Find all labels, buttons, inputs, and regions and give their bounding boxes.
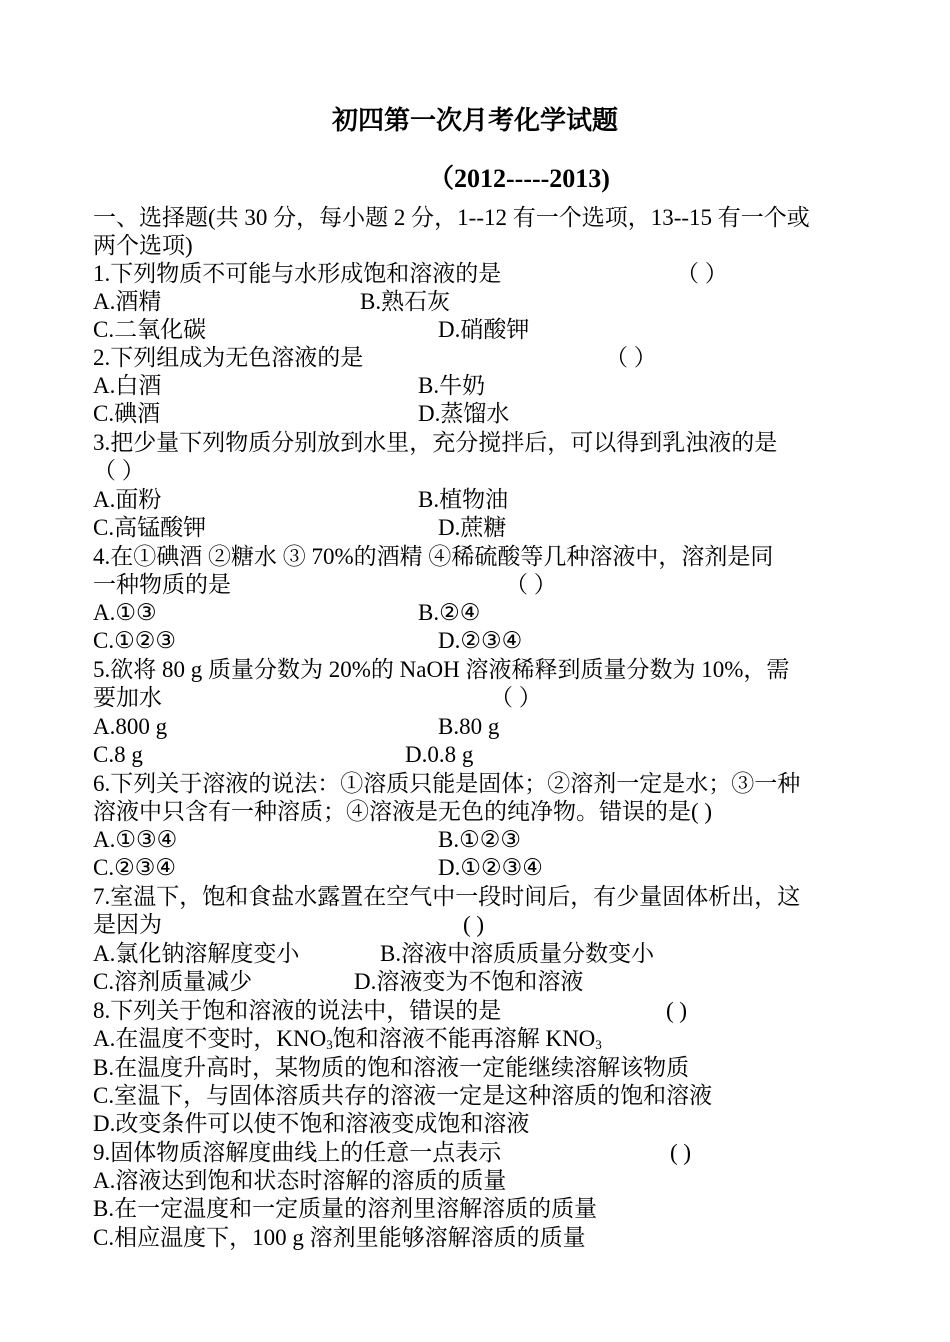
q2-option-c: C.碘酒 bbox=[93, 401, 161, 426]
q8-answer-paren: ( ) bbox=[666, 998, 688, 1023]
q4-option-c: C.①②③ bbox=[93, 628, 176, 653]
q4-stem-cont: 一种物质的是 bbox=[93, 572, 231, 597]
q7-option-a: A.氯化钠溶解度变小 bbox=[93, 941, 300, 966]
q5-answer-paren: （ ） bbox=[490, 685, 542, 710]
q4-answer-paren: （ ） bbox=[505, 572, 557, 597]
q6-option-c: C.②③④ bbox=[93, 855, 176, 880]
q1-option-a: A.酒精 bbox=[93, 289, 162, 314]
q9-answer-paren: ( ) bbox=[670, 1140, 692, 1165]
q3-option-a: A.面粉 bbox=[93, 487, 162, 512]
q1-option-d: D.硝酸钾 bbox=[438, 317, 530, 342]
q6-stem: 6.下列关于溶液的说法：①溶质只能是固体；②溶剂一定是水；③一种 bbox=[93, 771, 801, 796]
q7-option-c: C.溶剂质量减少 bbox=[93, 969, 253, 994]
q8-option-a-sub1: 3 bbox=[326, 1037, 333, 1052]
q1-stem: 1.下列物质不可能与水形成饱和溶液的是 bbox=[93, 261, 502, 286]
q7-option-b: B.溶液中溶质质量分数变小 bbox=[380, 941, 655, 966]
q2-stem: 2.下列组成为无色溶液的是 bbox=[93, 345, 364, 370]
q9-option-c: C.相应温度下，100 g 溶剂里能够溶解溶质的质量 bbox=[93, 1225, 586, 1250]
section-heading-cont: 两个选项) bbox=[93, 233, 193, 258]
q2-option-a: A.白酒 bbox=[93, 373, 162, 398]
q4-option-b: B.②④ bbox=[418, 600, 481, 625]
q8-option-b: B.在温度升高时，某物质的饱和溶液一定能继续溶解该物质 bbox=[93, 1055, 690, 1080]
q7-stem-cont: 是因为 bbox=[93, 912, 162, 937]
q3-option-c: C.高锰酸钾 bbox=[93, 515, 207, 540]
q3-option-b: B.植物油 bbox=[418, 487, 509, 512]
q8-option-a-text1: A.在温度不变时，KNO bbox=[93, 1026, 327, 1051]
q5-option-d: D.0.8 g bbox=[405, 742, 474, 767]
q6-option-b: B.①②③ bbox=[438, 827, 521, 852]
q7-stem: 7.室温下，饱和食盐水露置在空气中一段时间后，有少量固体析出，这 bbox=[93, 884, 801, 909]
q2-option-b: B.牛奶 bbox=[418, 373, 486, 398]
q5-option-a: A.800 g bbox=[93, 714, 168, 739]
q1-option-c: C.二氧化碳 bbox=[93, 317, 207, 342]
q2-option-d: D.蒸馏水 bbox=[418, 401, 510, 426]
q8-option-a-sub2: 3 bbox=[595, 1037, 602, 1052]
q2-answer-paren: （ ） bbox=[605, 345, 657, 370]
q6-stem-cont: 溶液中只含有一种溶质；④溶液是无色的纯净物。错误的是( ) bbox=[93, 799, 713, 824]
exam-year: （2012-----2013) bbox=[428, 164, 610, 193]
q5-stem: 5.欲将 80 g 质量分数为 20%的 NaOH 溶液稀释到质量分数为 10%，需 bbox=[93, 657, 790, 682]
q1-option-b: B.熟石灰 bbox=[360, 289, 451, 314]
q4-option-a: A.①③ bbox=[93, 600, 157, 625]
q8-option-c: C.室温下，与固体溶质共存的溶液一定是这种溶质的饱和溶液 bbox=[93, 1083, 713, 1108]
q9-option-a: A.溶液达到饱和状态时溶解的溶质的质量 bbox=[93, 1168, 507, 1193]
q4-option-d: D.②③④ bbox=[438, 628, 523, 653]
q8-option-d: D.改变条件可以使不饱和溶液变成饱和溶液 bbox=[93, 1111, 530, 1136]
q5-option-c: C.8 g bbox=[93, 742, 143, 767]
q8-option-a-text2: 饱和溶液不能再溶解 KNO bbox=[332, 1026, 596, 1051]
q9-stem: 9.固体物质溶解度曲线上的任意一点表示 bbox=[93, 1140, 502, 1165]
q1-answer-paren: （ ） bbox=[676, 261, 728, 286]
q7-answer-paren: ( ) bbox=[463, 912, 485, 937]
q6-option-d: D.①②③④ bbox=[438, 855, 543, 880]
q3-stem: 3.把少量下列物质分别放到水里，充分搅拌后，可以得到乳浊液的是 bbox=[93, 430, 778, 455]
q3-answer-paren: （ ） bbox=[93, 458, 145, 483]
q4-stem: 4.在①碘酒 ②糖水 ③ 70%的酒精 ④稀硫酸等几种溶液中，溶剂是同 bbox=[93, 544, 774, 569]
section-heading: 一、选择题(共 30 分，每小题 2 分，1--12 有一个选项，13--15 有一个或 bbox=[93, 205, 810, 230]
exam-title: 初四第一次月考化学试题 bbox=[331, 106, 618, 135]
q3-option-d: D.蔗糖 bbox=[438, 515, 507, 540]
q7-option-d: D.溶液变为不饱和溶液 bbox=[354, 969, 584, 994]
q9-option-b: B.在一定温度和一定质量的溶剂里溶解溶质的质量 bbox=[93, 1196, 598, 1221]
q5-option-b: B.80 g bbox=[438, 714, 500, 739]
q6-option-a: A.①③④ bbox=[93, 827, 178, 852]
q8-stem: 8.下列关于饱和溶液的说法中，错误的是 bbox=[93, 998, 502, 1023]
q5-stem-cont: 要加水 bbox=[93, 685, 162, 710]
